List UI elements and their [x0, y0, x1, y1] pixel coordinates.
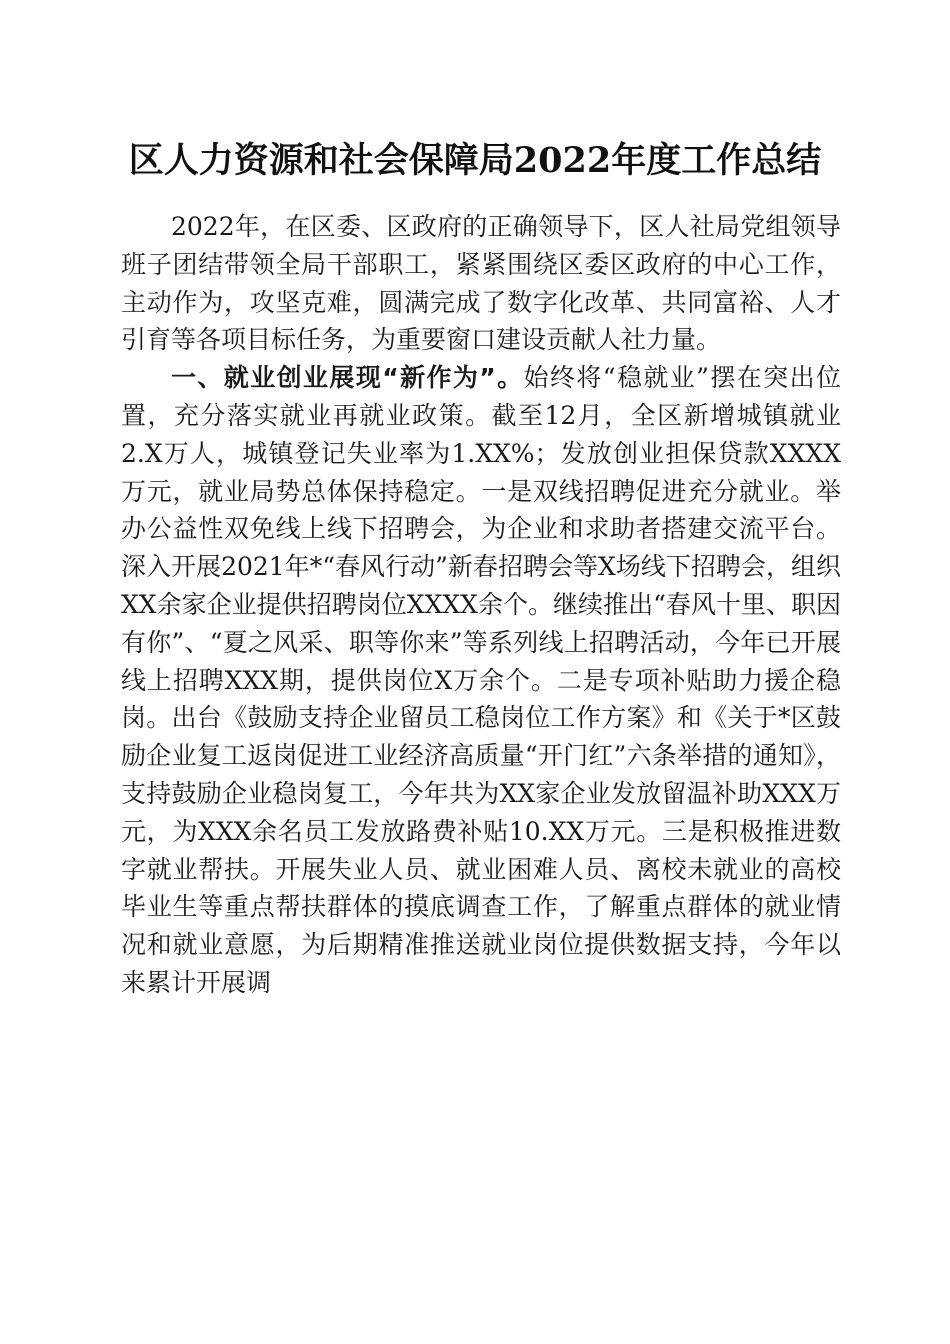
section-1-paragraph — [121, 359, 841, 1002]
document-title: 区人力资源和社会保障局2022年度工作总结 — [128, 140, 822, 181]
section-1-text: 始终将“稳就业”摆在突出位置，充分落实就业再就业政策。截至12月，全区新增城镇就业2.X万人，城镇登记失业率为1.XX%；发放创业担保贷款XXXX万元，就业局势总体保持稳定。一是双线招聘促进充分就业。举办公益性双免线上线下招聘会，为企业和求助者搭建交流平台。深入开展2021年*“春风行动”新春招聘会等X场线下招聘会，组织XX余家企业提供招聘岗位XXXX余个。继续推出“春风十里、职因有你”、“夏之风采、职等你来”等系列线上招聘活动，今年已开展线上招聘XXX期，提供岗位X万余个。二是专项补贴助力援企稳岗。出台《鼓励支持企业留员工稳岗位工作方案》和《关于*区鼓励企业复工返岗促进工业经济高质量“开门红”六条举措的通知》，支持鼓励企业稳岗复工，今年共为XX家企业发放留温补助XXX万元，为XXX余名员工发放路费补贴10.XX万元。三是积极推进数字就业帮扶。开展失业人员、就业困难人员、离校未就业的高校毕业生等重点帮扶群体的摸底调查工作，了解重点群体的就业情况和就业意愿，为后期精准推送就业岗位提供数据支持，今年以来累计开展调 — [121, 363, 841, 997]
section-1-heading: 一、就业创业展现“新作为”。 — [171, 363, 524, 393]
intro-paragraph: 2022年，在区委、区政府的正确领导下，区人社局党组领导班子团结带领全局干部职工，紧紧围绕区委区政府的中心工作，主动作为，攻坚克难，圆满完成了数字化改革、共同富裕、人才引育等各项目标任务，为重要窗口建设贡献人社力量。 — [121, 212, 841, 355]
document-body — [121, 208, 841, 1002]
